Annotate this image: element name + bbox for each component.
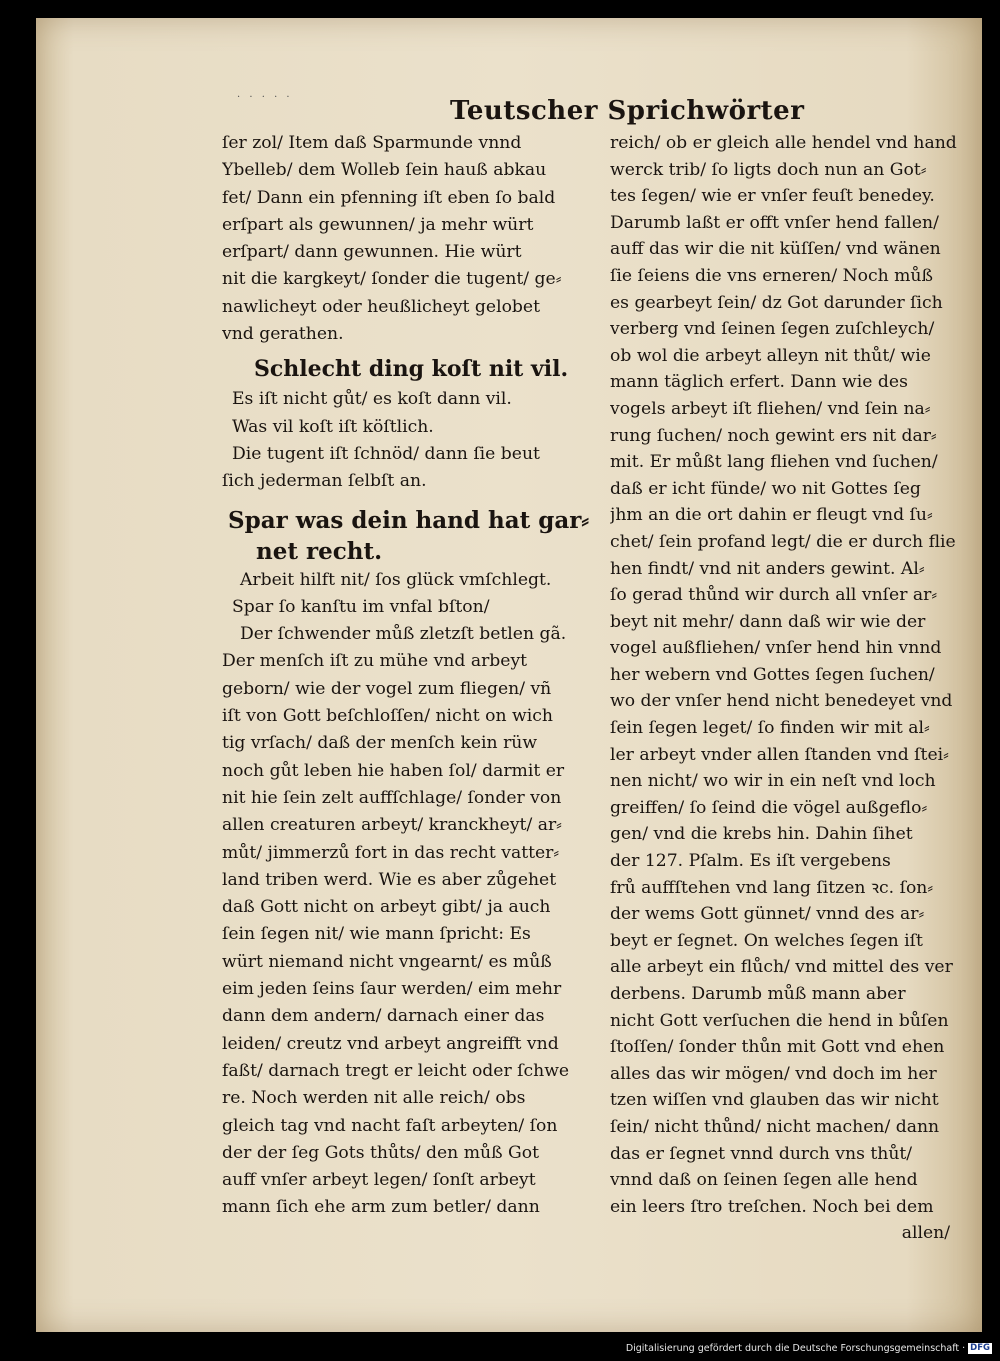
catchword: allen/	[901, 1223, 950, 1244]
text-line: auff das wir die nit küſſen/ vnd wänen	[610, 239, 941, 260]
text-line: ſein ſegen nit/ wie mann ſpricht: Es	[222, 924, 531, 945]
text-line: erſpart/ dann gewunnen. Hie würt	[222, 242, 522, 263]
running-head: Teutscher Sprichwörter	[450, 96, 805, 126]
text-line: her webern vnd Gottes ſegen ſuchen/	[610, 664, 935, 685]
text-line: alles das wir mögen/ vnd doch im her	[610, 1063, 937, 1084]
text-line: derbens. Darumb můß mann aber	[610, 984, 906, 1004]
text-line: nawlicheyt oder heußlicheyt gelobet	[222, 296, 541, 317]
proverb-heading: Spar was dein hand hat gar⸗	[228, 506, 590, 534]
text-line: nen nicht/ wo wir in ein neſt vnd loch	[610, 771, 936, 792]
text-line: ob wol die arbeyt alleyn nit thůt/ wie	[610, 345, 931, 366]
text-line: ſein/ nicht thůnd/ nicht machen/ dann	[610, 1116, 940, 1137]
text-line: beyt er ſegnet. On welches ſegen iſt	[610, 930, 923, 951]
proverb-line: Arbeit hilft nit/ ſos glück vmſchlegt.	[240, 569, 552, 590]
text-line: eim jeden ſeins ſaur werden/ eim mehr	[222, 979, 562, 1000]
text-line: ſie ſeiens die vns erneren/ Noch můß	[610, 265, 933, 286]
text-line: frů auffſtehen vnd lang ſitzen ꝛc. ſon⸗	[610, 877, 934, 898]
proverb-line: Es iſt nicht gůt/ es koſt dann vil.	[232, 389, 512, 410]
text-line: es gearbeyt ſein/ dz Got darunder ſich	[610, 292, 943, 313]
text-line: vnnd daß on ſeinen ſegen alle hend	[610, 1170, 918, 1191]
text-line: auff vnſer arbeyt legen/ ſonſt arbeyt	[222, 1170, 536, 1191]
text-line: werck trib/ ſo ligts doch nun an Got⸗	[610, 159, 927, 180]
proverb-line: Spar ſo kanſtu im vnfal bſton/	[232, 596, 490, 617]
text-line: jhm an die ort dahin er fleugt vnd ſu⸗	[610, 505, 933, 526]
dfg-logo: DFG	[970, 1343, 990, 1353]
text-line: wo der vnſer hend nicht benedeyet vnd	[610, 691, 953, 712]
text-line: verberg vnd ſeinen ſegen zuſchleych/	[610, 319, 935, 340]
text-line: vnd gerathen.	[222, 324, 344, 345]
proverb-line: Was vil koſt iſt köſtlich.	[232, 416, 434, 437]
text-line: reich/ ob er gleich alle hendel vnd hand	[610, 133, 957, 153]
text-line: ſtoſſen/ ſonder thůn mit Gott vnd ehen	[610, 1037, 945, 1058]
text-line: můt/ jimmerzů fort in das recht vatter⸗	[222, 842, 560, 863]
text-line: gleich tag vnd nacht faſt arbeyten/ ſon	[222, 1115, 558, 1136]
text-line: der 127. Pſalm. Es iſt vergebens	[610, 851, 891, 872]
text-line: ler arbeyt vnder allen ſtanden vnd ſtei⸗	[610, 744, 949, 765]
text-line: beyt nit mehr/ dann daß wir wie der	[610, 611, 926, 632]
text-line: tzen wiſſen vnd glauben das wir nicht	[610, 1090, 939, 1111]
text-line: iſt von Gott beſchloſſen/ nicht on wich	[222, 706, 553, 727]
text-line: das er ſegnet vnnd durch vns thůt/	[610, 1143, 913, 1164]
text-line: re. Noch werden nit alle reich/ obs	[222, 1088, 526, 1109]
text-line: Darumb laßt er offt vnſer hend fallen/	[610, 212, 939, 233]
text-line: daß Gott nicht on arbeyt gibt/ ja auch	[222, 897, 551, 918]
funding-footer	[626, 1342, 992, 1356]
text-line: faßt/ darnach tregt er leicht oder ſchwe	[222, 1060, 570, 1081]
proverb-line: Die tugent iſt ſchnöd/ dann ſie beut	[232, 443, 540, 464]
proverb-heading-continued: net recht.	[256, 537, 383, 565]
text-line: greiffen/ ſo ſeind die vögel außgeflo⸗	[610, 797, 928, 818]
text-line: ſo gerad thůnd wir durch all vnſer ar⸗	[610, 585, 938, 606]
text-line: tes ſegen/ wie er vnſer feuſt benedey.	[610, 186, 935, 207]
proverb-line: ſich jederman ſelbſt an.	[222, 471, 427, 492]
text-line: vogel außfliehen/ vnſer hend hin vnnd	[610, 638, 942, 659]
text-line: Der menſch iſt zu mühe vnd arbeyt	[222, 651, 528, 672]
text-line: vogels arbeyt iſt fliehen/ vnd ſein na⸗	[610, 398, 931, 419]
right-column	[610, 130, 960, 1247]
text-line: daß er icht fünde/ wo nit Gottes ſeg	[610, 478, 921, 499]
text-line: hen findt/ vnd nit anders gewint. Al⸗	[610, 558, 925, 579]
text-line: ein leers ſtro treſchen. Noch bei dem	[610, 1196, 934, 1217]
proverb-heading: Schlecht ding koſt nit vil.	[254, 356, 569, 383]
proverb-line: Der ſchwender můß zletzſt betlen gã.	[240, 624, 567, 645]
text-line: rung ſuchen/ noch gewint ers nit dar⸗	[610, 425, 937, 446]
text-line: nicht Gott verſuchen die hend in bůſen	[610, 1010, 949, 1031]
text-line: land triben werd. Wie es aber zůgehet	[222, 869, 557, 890]
text-line: geborn/ wie der vogel zum fliegen/ vñ	[222, 678, 552, 699]
text-line: der wems Gott günnet/ vnnd des ar⸗	[610, 904, 925, 925]
text-line: noch gůt leben hie haben ſol/ darmit er	[222, 760, 565, 781]
footer-text: Digitalisierung gefördert durch die Deutsche Forschungsgemeinschaft ·	[625, 1343, 966, 1354]
top-marks: · · · · ·	[237, 92, 293, 103]
text-line: chet/ ſein profand legt/ die er durch flie	[610, 531, 956, 552]
text-line: allen creaturen arbeyt/ kranckheyt/ ar⸗	[222, 815, 562, 836]
text-line: erſpart als gewunnen/ ja mehr würt	[222, 214, 534, 235]
text-line: nit die kargkeyt/ ſonder die tugent/ ge⸗	[222, 269, 562, 290]
left-column	[222, 130, 592, 1222]
text-line: mann ſich ehe arm zum betler/ dann	[222, 1197, 540, 1218]
text-line: fet/ Dann ein pfenning iſt eben ſo bald	[222, 187, 556, 208]
text-line: alle arbeyt ein flůch/ vnd mittel des ver	[610, 957, 953, 978]
text-line: ſein ſegen leget/ ſo finden wir mit al⸗	[610, 718, 930, 739]
text-line: würt niemand nicht vngearnt/ es můß	[222, 951, 552, 972]
text-line: ſer zol/ Item daß Sparmunde vnnd	[222, 133, 522, 153]
text-line: mit. Er můßt lang fliehen vnd ſuchen/	[610, 452, 938, 473]
text-line: mann täglich erfert. Dann wie des	[610, 372, 908, 393]
text-line: dann dem andern/ darnach einer das	[222, 1006, 545, 1027]
text-line: leiden/ creutz vnd arbeyt angreifft vnd	[222, 1033, 559, 1054]
text-line: gen/ vnd die krebs hin. Dahin ſihet	[610, 824, 913, 845]
text-line: nit hie ſein zelt auffſchlage/ ſonder von	[222, 787, 562, 808]
text-line: tig vrſach/ daß der menſch kein rüw	[222, 733, 538, 754]
text-line: Ybelleb/ dem Wolleb ſein hauß abkau	[222, 160, 547, 181]
text-line: der der ſeg Gots thůts/ den můß Got	[222, 1142, 540, 1163]
